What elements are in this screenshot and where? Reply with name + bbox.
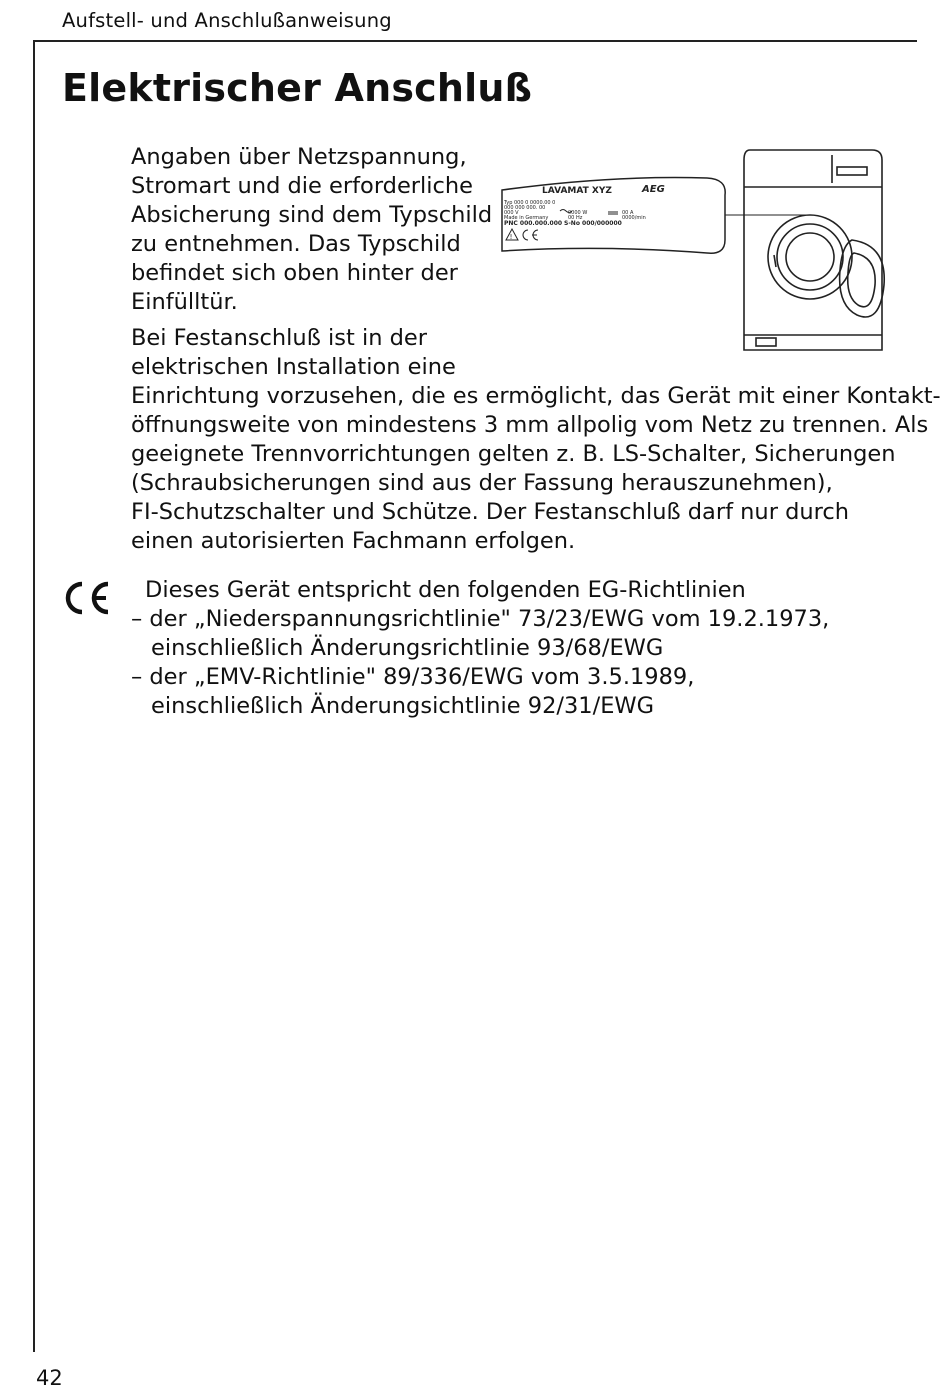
page-number: 42 [36, 1366, 63, 1390]
running-header: Aufstell- und Anschlußanweisung [62, 9, 392, 32]
text-line: einschließlich Änderungsichtlinie 92/31/EWG [151, 693, 655, 719]
text-line: Stromart und die erforderliche [131, 173, 474, 199]
plate-code-line: 000 000 000. 00 [504, 205, 546, 211]
plate-brand: AEG [642, 184, 665, 195]
text-line: Absicherung sind dem Typschild [131, 202, 493, 228]
washing-machine-icon [744, 150, 884, 350]
washing-machine-rating-plate-illustration [492, 145, 892, 360]
text-line: – der „EMV-Richtlinie" 89/336/EWG vom 3.5.1989, [131, 664, 695, 690]
plate-model: LAVAMAT XYZ [542, 186, 612, 196]
plate-pnc: PNC 000.000.000 [504, 220, 563, 227]
ce-mark-icon [60, 578, 112, 618]
text-line: befindet sich oben hinter der [131, 260, 458, 286]
text-line: Einfülltür. [131, 289, 238, 315]
plate-ce-c-icon [523, 230, 528, 240]
text-line: Angaben über Netzspannung, [131, 144, 467, 170]
header-rule [33, 40, 917, 42]
text-line: einschließlich Änderungsrichtlinie 93/68/EWG [151, 635, 664, 661]
compliance-paragraph [131, 576, 829, 721]
text-line: elektrischen Installation eine [131, 354, 456, 380]
text-line: Bei Festanschluß ist in der [131, 325, 428, 351]
intro-paragraph [131, 143, 492, 317]
text-line: öffnungsweite von mindestens 3 mm allpolig vom Netz zu trennen. Als [131, 412, 929, 438]
plate-type-line: Typ 000 0 0000.00 0 [504, 200, 556, 206]
plate-ce-e-icon [532, 230, 538, 240]
page-title: Elektrischer Anschluß [62, 66, 533, 110]
plate-current: 00 A [622, 210, 634, 216]
plate-frequency: 00 Hz [568, 215, 583, 221]
plate-speed: 0000/min [622, 215, 646, 221]
plate-serial: S-No 000/000000 [564, 220, 622, 227]
dc-symbol-icon [608, 212, 618, 214]
plate-voltage: 000 V [504, 210, 519, 216]
text-line: (Schraubsicherungen sind aus der Fassung herauszunehmen), [131, 470, 833, 496]
plate-power: 0000 W [568, 210, 588, 216]
text-line: geeignete Trennvorrichtungen gelten z. B. LS-Schalter, Sicherungen [131, 441, 896, 467]
margin-rule [33, 40, 35, 1352]
text-line: einen autorisierten Fachmann erfolgen. [131, 528, 576, 554]
text-line: FI-Schutzschalter und Schütze. Der Festanschluß darf nur durch [131, 499, 850, 525]
svg-text:!: ! [509, 233, 513, 241]
text-line: Einrichtung vorzusehen, die es ermöglicht, das Gerät mit einer Kontakt- [131, 383, 941, 409]
text-line: Dieses Gerät entspricht den folgenden EG-Richtlinien [145, 577, 746, 603]
text-line: zu entnehmen. Das Typschild [131, 231, 461, 257]
plate-made-in: Made in Germany [504, 215, 549, 221]
text-line: – der „Niederspannungsrichtlinie" 73/23/EWG vom 19.2.1973, [131, 606, 830, 632]
